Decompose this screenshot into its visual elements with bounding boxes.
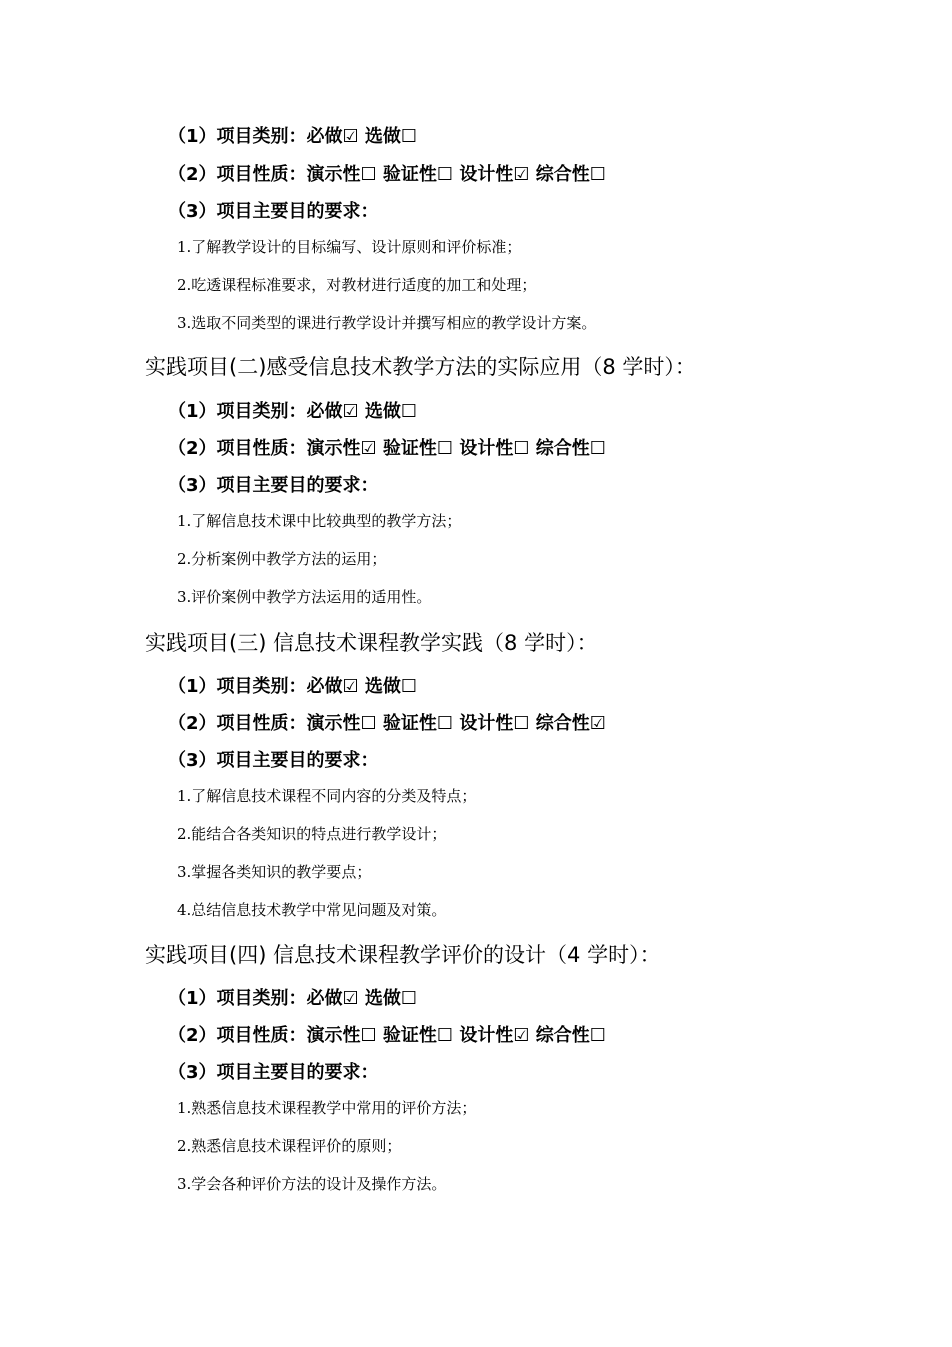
requirements-title: （3）项目主要目的要求： — [168, 750, 379, 771]
requirement-item: 2.熟悉信息技术课程评价的原则； — [177, 1137, 402, 1155]
section-heading: 实践项目(三) 信息技术课程教学实践（8 学时）： — [145, 631, 598, 655]
requirement-item: 2.吃透课程标准要求，对教材进行适度的加工和处理； — [177, 276, 537, 294]
requirements-title: （3）项目主要目的要求： — [168, 1062, 379, 1083]
project-nature: （2）项目性质：演示性☑ 验证性☐ 设计性☐ 综合性☐ — [168, 438, 606, 459]
requirement-item: 3.掌握各类知识的教学要点； — [177, 863, 372, 881]
requirement-item: 1.熟悉信息技术课程教学中常用的评价方法； — [177, 1099, 477, 1117]
project-nature: （2）项目性质：演示性☐ 验证性☐ 设计性☑ 综合性☐ — [168, 164, 606, 185]
project-category: （1）项目类别：必做☑ 选做☐ — [168, 988, 418, 1009]
requirement-item: 2.分析案例中教学方法的运用； — [177, 550, 387, 568]
project-category: （1）项目类别：必做☑ 选做☐ — [168, 401, 418, 422]
requirements-title: （3）项目主要目的要求： — [168, 475, 379, 496]
requirement-item: 1.了解教学设计的目标编写、设计原则和评价标准； — [177, 238, 522, 256]
requirement-item: 1.了解信息技术课中比较典型的教学方法； — [177, 512, 462, 530]
project-category: （1）项目类别：必做☑ 选做☐ — [168, 676, 418, 697]
requirement-item: 1.了解信息技术课程不同内容的分类及特点； — [177, 787, 477, 805]
section-heading: 实践项目(二)感受信息技术教学方法的实际应用（8 学时）： — [145, 355, 696, 379]
requirements-title: （3）项目主要目的要求： — [168, 201, 379, 222]
project-nature: （2）项目性质：演示性☐ 验证性☐ 设计性☐ 综合性☑ — [168, 713, 606, 734]
requirement-item: 4.总结信息技术教学中常见问题及对策。 — [177, 901, 447, 919]
requirement-item: 3.选取不同类型的课进行教学设计并撰写相应的教学设计方案。 — [177, 314, 597, 332]
project-category: （1）项目类别：必做☑ 选做☐ — [168, 126, 418, 147]
project-nature: （2）项目性质：演示性☐ 验证性☐ 设计性☑ 综合性☐ — [168, 1025, 606, 1046]
requirement-item: 2.能结合各类知识的特点进行教学设计； — [177, 825, 447, 843]
requirement-item: 3.学会各种评价方法的设计及操作方法。 — [177, 1175, 447, 1193]
section-heading: 实践项目(四) 信息技术课程教学评价的设计（4 学时）： — [145, 943, 661, 967]
requirement-item: 3.评价案例中教学方法运用的适用性。 — [177, 588, 432, 606]
